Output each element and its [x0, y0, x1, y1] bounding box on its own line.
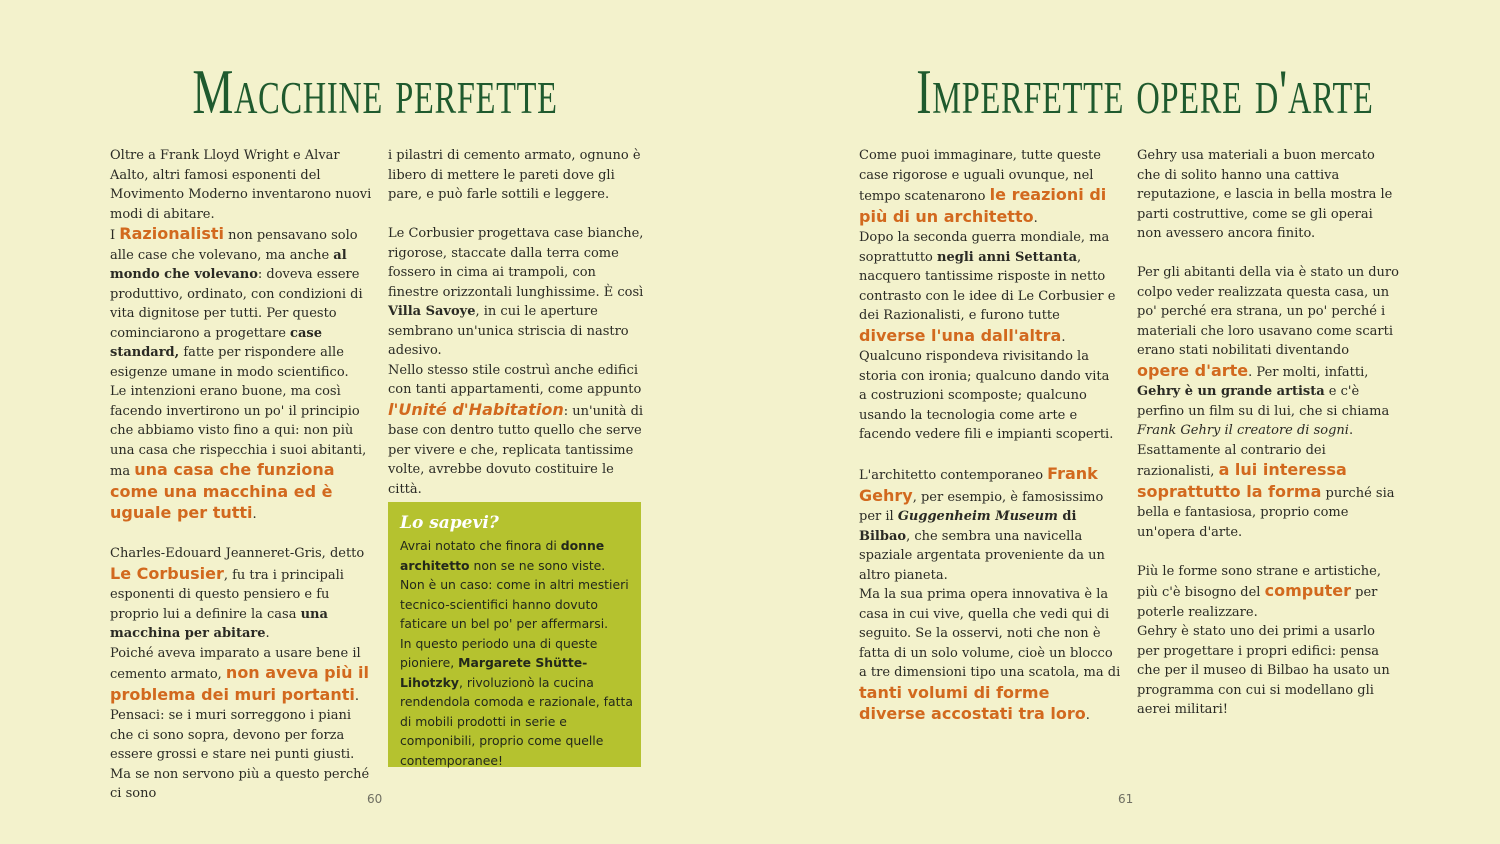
- italic-text: Frank Gehry il creatore di sogni: [1137, 423, 1349, 438]
- paragraph: [110, 706, 372, 804]
- right-page-title: Imperfette opere d'arte: [916, 56, 1374, 127]
- paragraph: [110, 382, 372, 525]
- bold-villa-savoye: Villa Savoye: [388, 304, 476, 319]
- highlight-text: tanti volumi di forme diverse accostati tra loro: [859, 682, 1086, 723]
- paragraph: [400, 536, 633, 575]
- paragraph: [859, 347, 1121, 445]
- paragraph: [859, 464, 1121, 585]
- text: , che sembra una navicella spaziale argentata proveniente da un altro pianeta.: [859, 528, 1105, 583]
- text: : doveva essere produttivo, ordinato, con condizioni di vita dignitose per tutti. Per questo cominciarono a progettare: [110, 267, 363, 341]
- paragraph: [859, 228, 1121, 347]
- bold-italic-text: Guggenheim Museum: [897, 509, 1058, 524]
- bold-text: Gehry è un grande artista: [1137, 384, 1325, 399]
- paragraph: [400, 575, 633, 634]
- text: i pilastri di cemento armato, ognuno è libero di mettere le pareti dove gli pare, e può farle sottili e leggere.: [388, 148, 641, 202]
- lo-sapevi-box: [388, 502, 641, 767]
- bold-text: negli anni Settanta: [937, 249, 1077, 265]
- paragraph: [110, 146, 372, 224]
- text: Charles-Edouard Jeanneret-Gris, detto: [110, 546, 365, 561]
- text: I: [110, 228, 120, 243]
- bold-text: donne architetto: [400, 538, 605, 573]
- text: Più le forme sono strane e artistiche, più c'è bisogno del: [1137, 563, 1381, 600]
- paragraph: [1137, 562, 1399, 623]
- text: per poterle realizzare.: [1137, 585, 1378, 620]
- highlight-computer: computer: [1264, 581, 1351, 600]
- text: , rivoluzionò la cucina rendendola comoda e razionale, fatta di mobili prodotti in serie e componibili, proprio come quelle contemporanee!: [400, 674, 633, 768]
- paragraph: [859, 146, 1121, 228]
- text: , fu tra i principali esponenti di questo pensiero e fu proprio lui a definire la casa: [110, 567, 344, 622]
- text: Poiché aveva imparato a usare bene il cemento armato,: [110, 645, 361, 682]
- text: , per esempio, è famosissimo per il: [859, 489, 1104, 524]
- text: , in cui le aperture sembrano un'unica striscia di nastro adesivo.: [388, 304, 629, 358]
- paragraph: [1137, 441, 1399, 543]
- text: Gehry è stato uno dei primi a usarlo per progettare i propri edifici: pensa che per il museo di Bilbao ha usato un programma con cui si modellano gli aerei militari!: [1137, 624, 1390, 717]
- text: .: [265, 626, 270, 641]
- highlight-text: una casa che funziona come una macchina ed è uguale per tutti: [110, 460, 335, 522]
- bold-text: una macchina per abitare: [110, 606, 328, 641]
- text: : un'unità di base con dentro tutto quello che serve per vivere e che, replicata tantissime volte, avrebbe dovuto costituire le città.: [388, 403, 644, 497]
- text: non se ne sono viste.: [469, 557, 606, 573]
- paragraph: [859, 585, 1121, 726]
- paragraph: [110, 224, 372, 382]
- text: L'architetto contemporaneo: [859, 468, 1048, 483]
- text: Qualcuno rispondeva rivisitando la storia con ironia; qualcuno dando vita a costruzioni scomposte; qualcuno usando la tecnologia come arte e facendo vedere fili e impianti scoperti.: [859, 349, 1114, 442]
- text: , nacquero tantissime risposte in netto contrasto con le idee di Le Corbusier e dei Razionalisti, e furono tutte: [859, 249, 1116, 323]
- text: Pensaci: se i muri sorreggono i piani che ci sono sopra, devono per forza essere grossi e stare nei punti giusti. Ma se non servono più a questo perché ci sono: [110, 708, 370, 801]
- text: . Per molti, infatti,: [1248, 364, 1369, 380]
- text: Per gli abitanti della via è stato un duro colpo veder realizzata questa casa, un po' perché era strana, un po' perché i materiali che loro usavano come scarti erano stati nobilitati diventando: [1137, 265, 1399, 358]
- paragraph: [388, 224, 650, 361]
- text: Come puoi immaginare, tutte queste case rigorose e uguali ovunque, nel tempo scatenarono: [859, 148, 1101, 204]
- text: Avrai notato che finora di: [400, 538, 561, 553]
- bold-text: Margarete Shütte-Lihotzky: [400, 655, 588, 690]
- paragraph: [110, 644, 372, 707]
- text: e c'è perfino un film su di lui, che si chiama: [1137, 384, 1390, 419]
- text: Le intenzioni erano buone, ma così facendo invertirono un po' il principio che abbiamo visto fino a qui: non più una casa che rispecchia i suoi abitanti, ma: [110, 384, 367, 479]
- highlight-frank-gehry: Frank Gehry: [859, 464, 1098, 505]
- left-column-1: [110, 146, 372, 804]
- highlight-le-corbusier: Le Corbusier: [110, 563, 224, 583]
- page-number-left: 60: [367, 792, 383, 806]
- text: Dopo la seconda guerra mondiale, ma soprattutto: [859, 230, 1110, 265]
- text: .: [1085, 708, 1090, 723]
- text: Gehry usa materiali a buon mercato che di solito hanno una cattiva reputazione, e lascia in bella mostra le parti costruttive, come se gli operai non avessero ancora finito.: [1137, 148, 1393, 241]
- text: Nello stesso stile costruì anche edifici con tanti appartamenti, come appunto: [388, 362, 642, 397]
- text: Esattamente al contrario dei razionalisti,: [1137, 442, 1326, 479]
- highlight-text: opere d'arte: [1137, 360, 1249, 380]
- paragraph: [388, 361, 650, 500]
- paragraph: [1137, 263, 1399, 441]
- text: .: [354, 688, 359, 704]
- bold-text: di Bilbao: [859, 509, 1077, 544]
- text: purché sia bella e fantasiosa, proprio come un'opera d'arte.: [1137, 485, 1395, 540]
- bold-text: case standard,: [110, 325, 322, 360]
- highlight-unite-habitation: l'Unité d'Habitation: [388, 399, 564, 419]
- page-number-right: 61: [1118, 792, 1134, 806]
- highlight-text: diverse l'una dall'altra: [859, 325, 1062, 345]
- highlight-text: non aveva più il problema dei muri portanti: [110, 663, 370, 704]
- highlight-razionalisti: Razionalisti: [119, 224, 224, 243]
- right-column-2: [1137, 146, 1399, 720]
- paragraph: [1137, 622, 1399, 720]
- highlight-text: le reazioni di più di un architetto: [859, 185, 1107, 226]
- text: .: [1348, 423, 1354, 438]
- text: In questo periodo una di queste pioniere,: [400, 635, 598, 670]
- left-column-2: [388, 146, 650, 499]
- highlight-text: a lui interessa soprattutto la forma: [1137, 460, 1347, 501]
- lo-sapevi-title: Lo sapevi?: [400, 513, 499, 533]
- text: fatte per rispondere alle esigenze umane in modo scientifico.: [110, 345, 349, 380]
- left-page-title: Macchine perfette: [192, 56, 558, 127]
- text: .: [1061, 329, 1066, 345]
- text: Oltre a Frank Lloyd Wright e Alvar Aalto, altri famosi esponenti del Movimento Moderno inventarono nuovi modi di abitare.: [110, 148, 372, 222]
- paragraph: [1137, 146, 1399, 244]
- text: Le Corbusier progettava case bianche, rigorose, staccate dalla terra come fossero in cima ai trampoli, con finestre orizzontali lunghissime. È così: [388, 226, 644, 300]
- text: Ma la sua prima opera innovativa è la casa in cui vive, quella che vedi qui di seguito. Se la osservi, noti che non è fatta di un solo volume, cioè un blocco a tre dimensioni tipo una scatola, ma di: [859, 587, 1121, 680]
- paragraph: [400, 634, 633, 771]
- paragraph: [388, 146, 650, 205]
- text: Non è un caso: come in altri mestieri tecnico-scientifici hanno dovuto faticare un bel po' per affermarsi.: [400, 577, 629, 631]
- text: .: [1033, 210, 1038, 226]
- text: .: [252, 507, 257, 522]
- paragraph: [110, 544, 372, 644]
- bold-text: al mondo che volevano: [110, 247, 347, 282]
- text: non pensavano solo alle case che volevano, ma anche: [110, 228, 358, 263]
- right-column-1: [859, 146, 1121, 726]
